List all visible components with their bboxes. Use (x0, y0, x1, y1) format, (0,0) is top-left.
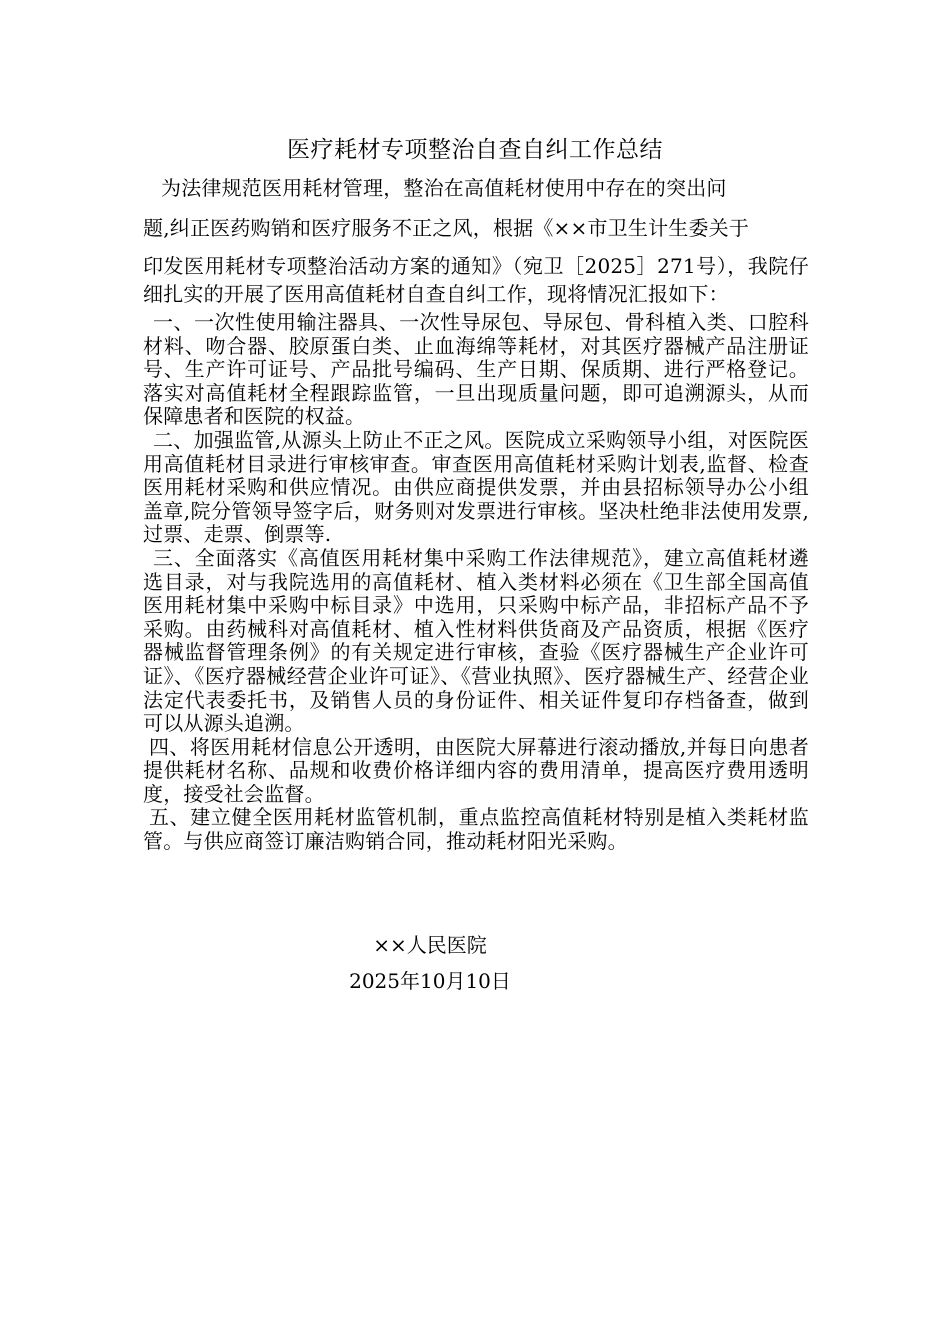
paragraph-item-1: 一、一次性使用输注器具、一次性导尿包、导尿包、骨科植入类、口腔科材料、吻合器、胶原蛋白类、止血海绵等耗材，对其医疗器械产品注册证号、生产许可证号、产品批号编码、生产日期、保质期、进行严格登记。落实对高值耗材全程跟踪监管，一旦出现质量问题，即可追溯源头，从而保障患者和医院的权益。 (143, 310, 809, 429)
paragraph-item-5: 五、建立健全医用耗材监管机制，重点监控高值耗材特别是植入类耗材监管。与供应商签订廉洁购销合同，推动耗材阳光采购。 (143, 805, 809, 854)
paragraph-item-2: 二、加强监管,从源头上防止不正之风。医院成立采购领导小组，对医院医用高值耗材目录进行审核审查。审查医用高值耗材采购计划表,监督、检查医用耗材采购和供应情况。由供应商提供发票，并由县招标领导办公小组盖章,院分管领导签字后，财务则对发票进行审核。坚决杜绝非法使用发票,过票、走票、倒票等. (143, 427, 809, 547)
intro-paragraph (143, 168, 809, 308)
signature-organization: ××人民医院 (373, 933, 487, 957)
document-body (143, 168, 809, 854)
intro-line-1: 为法律规范医用耗材管理，整治在高值耗材使用中存在的突出问 (161, 176, 727, 200)
document-title: 医疗耗材专项整治自查自纠工作总结 (287, 137, 663, 163)
intro-line-2: 题,纠正医药购销和医疗服务不正之风，根据《××市卫生计生委关于 (143, 216, 750, 240)
intro-rest: 印发医用耗材专项整治活动方案的通知》（宛卫［2025］271号），我院仔细扎实的开展了医用高值耗材自查自纠工作，现将情况汇报如下： (143, 254, 809, 306)
signature-date: 2025年10月10日 (349, 969, 511, 993)
paragraph-item-3: 三、全面落实《高值医用耗材集中采购工作法律规范》，建立高值耗材遴选目录，对与我院选用的高值耗材、植入类材料必须在《卫生部全国高值医用耗材集中采购中标目录》中选用，只采购中标产品，非招标产品不予采购。由药械科对高值耗材、植入性材料供货商及产品资质，根据《医疗器械监督管理条例》的有关规定进行审核，查验《医疗器械生产企业许可证》、《医疗器械经营企业许可证》、《营业执照》、医疗器械生产、经营企业法定代表委托书，及销售人员的身份证件、相关证件复印存档备查，做到可以从源头追溯。 (143, 545, 809, 736)
paragraph-item-4: 四、将医用耗材信息公开透明，由医院大屏幕进行滚动播放,并每日向患者提供耗材名称、品规和收费价格详细内容的费用清单，提高医疗费用透明度，接受社会监督。 (143, 734, 809, 806)
